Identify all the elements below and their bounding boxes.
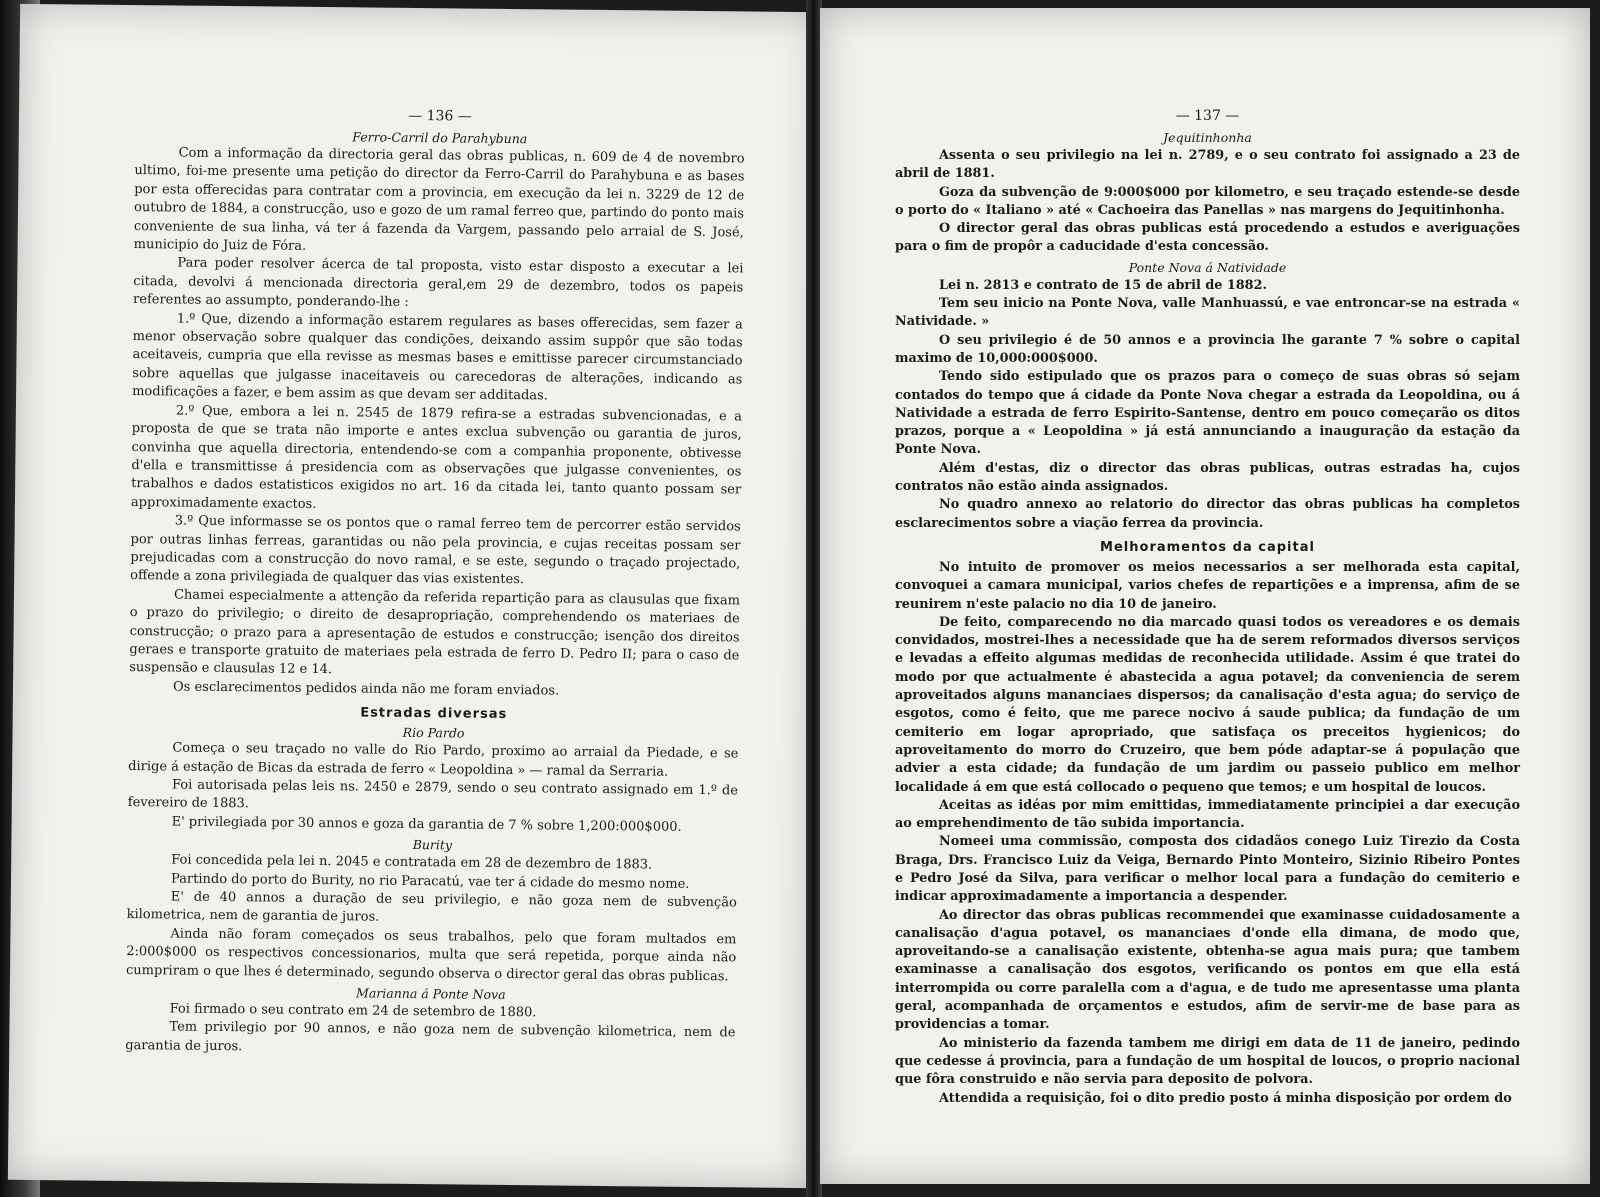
right-page-body <box>895 130 1520 1108</box>
subsection-title: Jequitinhonha <box>1163 130 1252 145</box>
paragraph: 3.º Que informasse se os pontos que o ramal ferreo tem de percorrer estão servidos por outras linhas ferreas, garantidas ou não pela provincia, e cujas receitas possam ser prejudicadas com a construcção do novo ramal, e se este, segundo o traçado projectado, offende a zona privilegiada de qualquer das vias existentes. <box>130 513 741 588</box>
paragraph: Além d'estas, diz o director das obras publicas, outras estradas ha, cujos contratos não estão ainda assignados. <box>895 460 1520 495</box>
paragraph: Lei n. 2813 e contrato de 15 de abril de 1882. <box>939 277 1267 293</box>
right-page <box>820 8 1590 1184</box>
paragraph: Para poder resolver ácerca de tal proposta, visto estar disposto a executar a lei citada, devolvi á mencionada directoria geral,em 29 de dezembro, todos os papeis referentes ao assumpto, ponderando-lhe : <box>133 255 744 311</box>
paragraph: Com a informação da directoria geral das obras publicas, n. 609 de 4 de novembro ultimo, foi-me presente uma petição do director da Ferro-Carril do Parahybuna e as bases por esta offerecidas para contratar com a provincia, em execução da lei n. 3229 de 12 de outubro de 1884, a construcção, uso e gozo de um ramal ferreo que, partindo do ponto mais conveniente de sua linha, vá ter á fazenda da Vargem, passando pelo arraial de S. José, municipio do Juiz de Fóra. <box>133 145 745 254</box>
paragraph: Ao director das obras publicas recommendei que examinasse cuidadosamente a canalisação d'agua potavel, os mananciaes d'onde ella dimana, de modo que, aproveitando-se a canalisação existente, obtenha-se agua mais pura; que tambem examinasse a canalisação dos esgotos, verificando os pontos em que ella está interrompida ou corre paralella com a d'agua, e de tudo me apresentasse uma planta geral, acompanhada de orçamentos e estudos, afim de servir-me de base para as providencias a tomar. <box>895 907 1520 1033</box>
paragraph: E' privilegiada por 30 annos e goza da garantia de 7 % sobre 1,200:000$000. <box>171 814 682 835</box>
paragraph: No quadro annexo ao relatorio do director das obras publicas ha completos esclarecimentos sobre a viação ferrea da provincia. <box>895 497 1520 531</box>
paragraph: Partindo do porto do Burity, no rio Paracatú, vae ter á cidade do mesmo nome. <box>170 871 690 892</box>
paragraph: O director geral das obras publicas está procedendo a estudos e averiguações para o fim de propôr a caducidade d'esta concessão. <box>895 221 1520 255</box>
left-page-number: — 136 — <box>408 107 472 125</box>
paragraph: Ao ministerio da fazenda tambem me dirigi em data de 11 de janeiro, pedindo que cedesse á provincia, para a fundação de um hospital de loucos, o proprio nacional que fôra construido e não servia para deposito de polvora. <box>895 1035 1520 1088</box>
right-page-column <box>895 108 1520 1108</box>
paragraph: Começa o seu traçado no valle do Rio Pardo, proximo ao arraial da Piedade, e se dirige á estação de Bicas da estrada de ferro « Leopoldina » — ramal da Serraria. <box>128 740 739 780</box>
paragraph: Foi firmado o seu contrato em 24 de setembro de 1880. <box>169 1001 537 1021</box>
paragraph: No intuito de promover os meios necessarios a ser melhorada esta capital, convoquei a camara municipal, varios chefes de repartições e a imprensa, afim de se reunirem n'este palacio no dia 10 de janeiro. <box>895 559 1520 612</box>
paragraph: Assenta o seu privilegio na lei n. 2789, e o seu contrato foi assignado a 23 de abril de 1881. <box>895 148 1520 182</box>
paragraph: Aceitas as idéas por mim emittidas, immediatamente principiei a dar execução ao emprehendimento de tão subida importancia. <box>895 797 1520 832</box>
left-page-body <box>125 127 745 1062</box>
section-heading: Estradas diversas <box>360 705 508 723</box>
paragraph: Foi concedida pela lei n. 2045 e contratada em 28 de dezembro de 1883. <box>171 852 653 873</box>
paragraph: 2.º Que, embora a lei n. 2545 de 1879 refira-se a estradas subvencionadas, e a proposta de que se trata não importe e antes exclua subvenção ou garantia de juros, convinha que aquella directoria, entendendo-se com a companhia proponente, obtivesse d'ella e transmittisse á presidencia com as observações que julgasse convenientes, os trabalhos e dados estatisticos exigidos no art. 16 da citada lei, tanto quanto possam ser approximadamente exactos. <box>130 403 742 512</box>
left-page-column <box>125 105 745 1062</box>
paragraph: Chamei especialmente a attenção da referida repartição para as clausulas que fixam o prazo do privilegio; o direito de desapropriação, comprehendendo os materiaes de construcção; o prazo para a apresentação de estudos e construcção; isenção dos direitos geraes e transporte gratuito de materiaes pela estrada de ferro D. Pedro II; para o caso de suspensão e clausulas 12 e 14. <box>129 587 741 678</box>
subsection-title: Marianna á Ponte Nova <box>356 985 506 1003</box>
paragraph: O seu privilegio é de 50 annos e a provincia lhe garante 7 % sobre o capital maximo de 10,000:000$000. <box>895 332 1520 366</box>
right-page-number: — 137 — <box>1175 108 1240 124</box>
paragraph: Tem privilegio por 90 annos, e não goza nem de subvenção kilometrica, nem de garantia de juros. <box>125 1019 736 1055</box>
paragraph: Goza da subvenção de 9:000$000 por kilometro, e seu traçado estende-se desde o porto do « Italiano » até « Cachoeira das Panellas » nas margens do Jequitinhonha. <box>895 184 1520 218</box>
paragraph: Tendo sido estipulado que os prazos para o começo de suas obras só sejam contados do tempo que á cidade da Ponte Nova chegar a estrada da Leopoldina, ou á Natividade a estrada de ferro Espirito-Santense, dentro em pouco começarão os ditos prazos, porque a « Leopoldina » já está annunciando a inauguração da estação da Ponte Nova. <box>895 369 1520 458</box>
subsection-title: Rio Pardo <box>402 725 465 741</box>
section-heading: Melhoramentos da capital <box>1100 539 1315 555</box>
paragraph: Tem seu inicio na Ponte Nova, valle Manhuassú, e vae entroncar-se na estrada « Natividade. » <box>895 296 1520 330</box>
paragraph: Attendida a requisição, foi o dito predio posto á minha disposição por ordem do <box>939 1090 1512 1106</box>
subsection-title: Ferro-Carril do Parahybuna <box>352 129 528 147</box>
left-page <box>8 4 820 1188</box>
paragraph: Ainda não foram começados os seus trabalhos, pelo que foram multados em 2:000$000 os respectivos concessionarios, multa que será repetida, porque ainda não cumpriram o que lhes é determinado, segundo observa o director geral das obras publicas. <box>125 926 737 984</box>
paragraph: De feito, comparecendo no dia marcado quasi todos os vereadores e os demais convidados, mostrei-lhes a necessidade que ha de serem reformados diversos serviços e levadas a effeito algumas medidas de reconhecida utilidade. Assim é que tratei do modo por que actualmente é abastecida a agua potavel; da conveniencia de serem aproveitados alguns mananciaes dispersos; da canalisação d'esta agua; do serviço de esgotos, como é feito, que me parece nocivo á saude publica; da fundação de um cemiterio em logar apropriado, que satisfaça os preceitos hygienicos; do aproveitamento do morro do Cruzeiro, que bem póde adaptar-se á população que advier a esta cidade; da fundação de um jardim ou passeio publico em melhor localidade á em que está collocado o pequeno que temos; e um hospital de loucos. <box>895 614 1520 795</box>
paragraph: 1.º Que, dizendo a informação estarem regulares as bases offerecidas, sem fazer a menor observação sobre qualquer das condições, deixando assim suppôr que são todas aceitaveis, cumpria que ella revisse as mesmas bases e emittisse parecer circumstanciado sobre aquellas que julgasse inaceitaveis ou carecedoras de alterações, indicando as modificações a fazer, e bem assim as que devam ser additadas. <box>132 311 743 404</box>
paragraph: Foi autorisada pelas leis ns. 2450 e 2879, sendo o seu contrato assignado em 1.º de fevereiro de 1883. <box>127 777 739 812</box>
paragraph: E' de 40 annos a duração de seu privilegio, e não goza nem de subvenção kilometrica, nem de garantia de juros. <box>126 889 737 926</box>
subsection-title: Burity <box>412 837 453 853</box>
paragraph: Nomeei uma commissão, composta dos cidadãos conego Luiz Tirezio da Costa Braga, Drs. Francisco Luiz da Veiga, Bernardo Pinto Monteiro, Sizinio Ribeiro Pontes e Pedro José da Silva, para verificar o melhor local para a fundação do cemiterio e indicar approximadamente a importancia a despender. <box>895 834 1520 905</box>
subsection-title: Ponte Nova á Natividade <box>1128 259 1287 275</box>
paragraph: Os esclarecimentos pedidos ainda não me foram enviados. <box>172 679 560 699</box>
